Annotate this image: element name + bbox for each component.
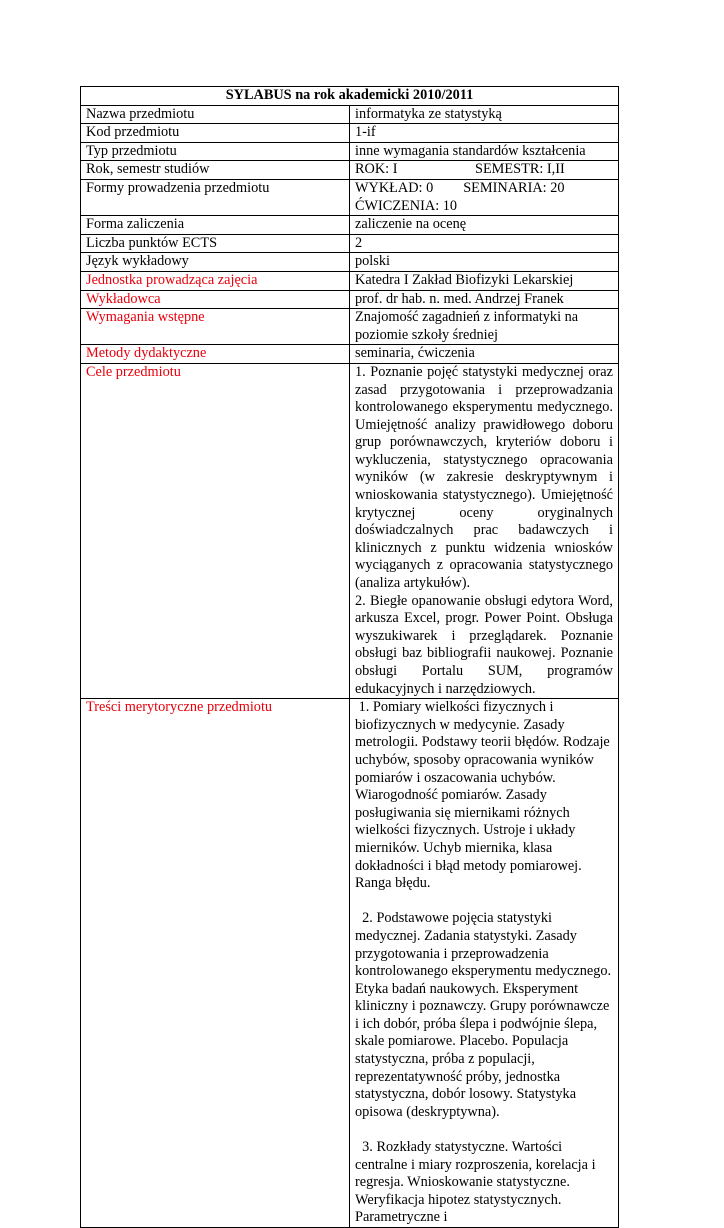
value-metody: seminaria, ćwiczenia [350,345,619,364]
tresci-paragraph-3: 3. Rozkłady statystyczne. Wartości centralne i miary rozproszenia, korelacja i regresja. Wnioskowanie statystyczne. Weryfikacja hipotez statystycznych. Parametryczne i [355,1139,600,1226]
label-ects: Liczba punktów ECTS [81,234,350,253]
tresci-paragraph-2: 2. Podstawowe pojęcia statystyki medycznej. Zadania statystyki. Zasady przygotowania i przeprowadzenia kontrolowanego eksperymentu medycznego. Etyka badań naukowych. Eksperyment kliniczny i poznawczy. Grupy porównawcze i ich dobór, próba ślepa i podwójnie ślepa, skale pomiarowe. Placebo. Populacja statystyczna, próba z populacji, reprezentatywność próby, jednostka statystyczna, dobór losowy. Statystyka opisowa (deskryptywna). [355,910,615,1120]
value-ects: 2 [350,234,619,253]
table-row [81,345,619,364]
table-row [81,699,619,1228]
label-typ: Typ przedmiotu [81,142,350,161]
table-row [81,124,619,143]
wyklad-value: WYKŁAD: 0 [355,179,434,196]
value-wymagania: Znajomość zagadnień z informatyki na poziomie szkoły średniej [350,309,619,345]
label-kod: Kod przedmiotu [81,124,350,143]
title-row [81,87,619,106]
label-wykladowca: Wykładowca [81,290,350,309]
table-row [81,290,619,309]
table-row [81,216,619,235]
tresci-paragraph-1: 1. Pomiary wielkości fizycznych i biofizycznych w medycynie. Zasady metrologii. Podstawy teorii błędów. Rodzaje uchybów, sposoby opracowania wyników pomiarów i oszacowania uchybów. Wiarogodność pomiarów. Zasady posługiwania się miernikami różnych wielkości fizycznych. Ustroje i układy mierników. Uchyb miernika, klasa dokładności i błąd metody pomiarowej. Ranga błędu. [355,699,614,892]
value-formy [350,179,619,215]
label-jezyk: Język wykładowy [81,253,350,272]
label-tresci: Treści merytoryczne przedmiotu [81,699,350,1228]
label-metody: Metody dydaktyczne [81,345,350,364]
table-row [81,179,619,215]
rok-value: ROK: I [355,161,398,178]
table-row [81,142,619,161]
value-tresci [350,699,619,1228]
value-kod: 1-if [350,124,619,143]
cele-paragraph-1: 1. Poznanie pojęć statystyki medycznej oraz zasad przygotowania i przeprowadzania kontrolowanego eksperymentu medycznego. Umiejętność analizy prawidłowego doboru grup porównawczych, kryteriów doboru i wykluczenia, statystycznego opracowania wyników (w zakresie deskryptywnym i wnioskowania statystycznego). Umiejętność krytycznej oceny oryginalnych doświadczalnych prac badawczych i klinicznych z punktu widzenia wniosków wyciąganych z opracowania statystycznego (analiza artykułów). [355,363,613,592]
syllabus-title: SYLABUS na rok akademicki 2010/2011 [81,87,619,106]
value-cele [350,363,619,698]
seminaria-value: SEMINARIA: 20 [463,179,565,196]
value-typ: inne wymagania standardów kształcenia [350,142,619,161]
table-row [81,253,619,272]
label-rok: Rok, semestr studiów [81,161,350,180]
label-formy: Formy prowadzenia przedmiotu [81,179,350,215]
label-forma-zal: Forma zaliczenia [81,216,350,235]
table-row [81,161,619,180]
table-row [81,105,619,124]
value-wykladowca: prof. dr hab. n. med. Andrzej Franek [350,290,619,309]
label-wymagania: Wymagania wstępne [81,309,350,345]
label-nazwa: Nazwa przedmiotu [81,105,350,124]
semestr-value: SEMESTR: I,II [475,161,565,178]
value-jednostka: Katedra I Zakład Biofizyki Lekarskiej [350,271,619,290]
cwiczenia-value: ĆWICZENIA: 10 [355,197,458,214]
cele-paragraph-2: 2. Biegłe opanowanie obsługi edytora Word, arkusza Excel, progr. Power Point. Obsługa wyszukiwarek i przeglądarek. Poznanie obsługi baz bibliografii naukowej. Poznanie obsługi Portalu SUM, programów edukacyjnych i narzędziowych. [355,592,613,697]
table-row [81,309,619,345]
value-nazwa: informatyka ze statystyką [350,105,619,124]
value-rok [350,161,619,180]
table-row [81,271,619,290]
value-forma-zal: zaliczenie na ocenę [350,216,619,235]
value-jezyk: polski [350,253,619,272]
table-row [81,234,619,253]
table-row [81,363,619,698]
syllabus-table [80,86,619,1228]
label-cele: Cele przedmiotu [81,363,350,698]
label-jednostka: Jednostka prowadząca zajęcia [81,271,350,290]
